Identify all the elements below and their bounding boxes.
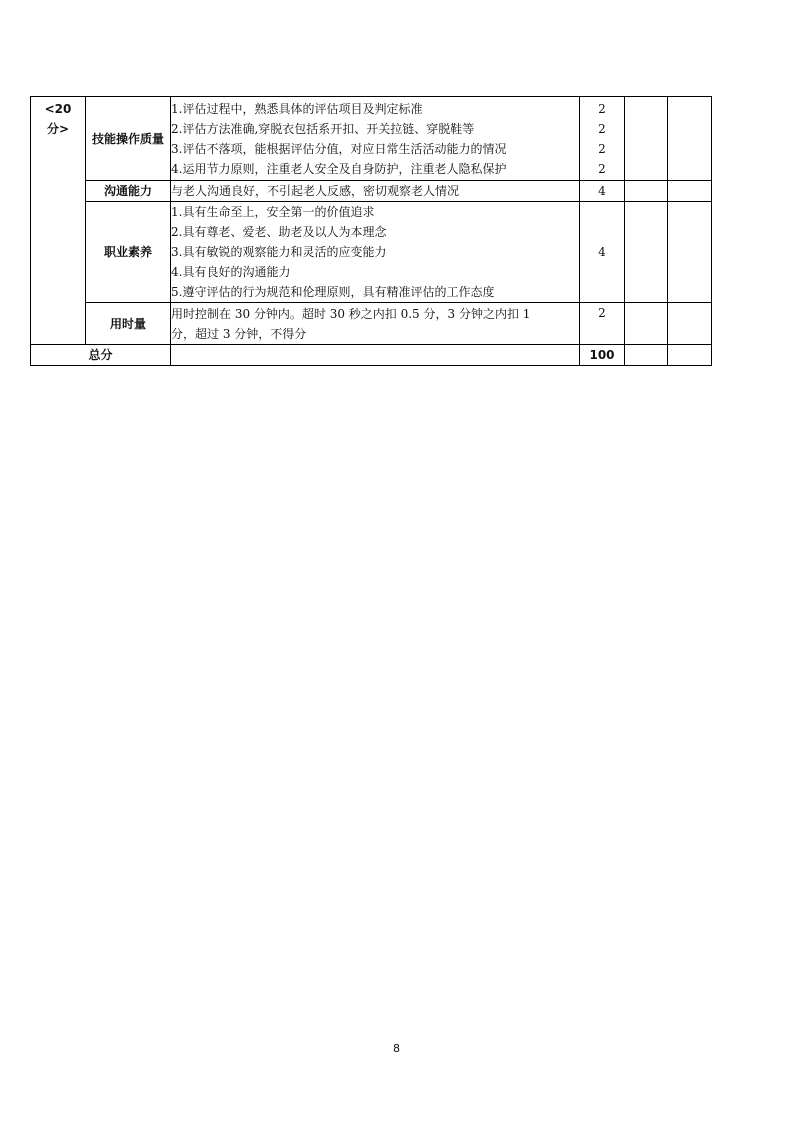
time-category: 用时量 [86,303,171,345]
section-weight-line2: 分> [46,122,70,136]
communication-score: 4 [580,181,625,202]
skill-quality-category: 技能操作质量 [86,97,171,181]
professionalism-category: 职业素养 [86,202,171,303]
criteria-line: 4.具有良好的沟通能力 [171,265,291,279]
blank-score-cell[interactable] [668,181,712,202]
criteria-line: 分，超过 3 分钟，不得分 [171,326,307,341]
skill-quality-scores [580,97,625,181]
criteria-line: 2.具有尊老、爱老、助老及以人为本理念 [171,225,387,239]
blank-score-cell[interactable] [625,202,668,303]
criteria-line: 2.评估方法准确,穿脱衣包括系开扣、开关拉链、穿脱鞋等 [171,121,475,136]
criteria-line: 4.运用节力原则，注重老人安全及自身防护，注重老人隐私保护 [171,161,507,176]
blank-score-cell[interactable] [625,181,668,202]
skill-quality-criteria [171,97,580,181]
score-value: 2 [598,101,606,116]
blank-score-cell[interactable] [668,345,712,366]
table-row [31,202,712,303]
table-row [31,97,712,181]
criteria-line: 5.遵守评估的行为规范和伦理原则，具有精准评估的工作态度 [171,285,495,299]
total-score: 100 [580,345,625,366]
communication-criteria: 与老人沟通良好，不引起老人反感，密切观察老人情况 [171,181,580,202]
scoring-table [30,96,712,366]
criteria-line: 3.评估不落项，能根据评估分值，对应日常生活活动能力的情况 [171,141,507,156]
total-blank-cell [171,345,580,366]
total-label: 总分 [31,345,171,366]
blank-score-cell[interactable] [668,97,712,181]
professionalism-criteria [171,202,580,303]
table-row [31,345,712,366]
blank-score-cell[interactable] [625,97,668,181]
criteria-line: 1.具有生命至上，安全第一的价值追求 [171,205,375,219]
time-score: 2 [580,303,625,345]
score-value: 2 [598,161,606,176]
time-criteria [171,303,580,345]
communication-category: 沟通能力 [86,181,171,202]
criteria-line: 用时控制在 30 分钟内。超时 30 秒之内扣 0.5 分，3 分钟之内扣 1 [171,306,531,321]
blank-score-cell[interactable] [668,202,712,303]
blank-score-cell[interactable] [625,345,668,366]
section-weight-cell [31,97,86,345]
professionalism-score: 4 [580,202,625,303]
criteria-line: 3.具有敏锐的观察能力和灵活的应变能力 [171,245,387,259]
blank-score-cell[interactable] [668,303,712,345]
section-weight-line1: <20 [44,102,72,116]
table-row [31,181,712,202]
page-number: 8 [393,1042,400,1055]
table-row [31,303,712,345]
criteria-line: 1.评估过程中，熟悉具体的评估项目及判定标准 [171,101,423,116]
blank-score-cell[interactable] [625,303,668,345]
score-value: 2 [598,141,606,156]
score-value: 2 [598,121,606,136]
